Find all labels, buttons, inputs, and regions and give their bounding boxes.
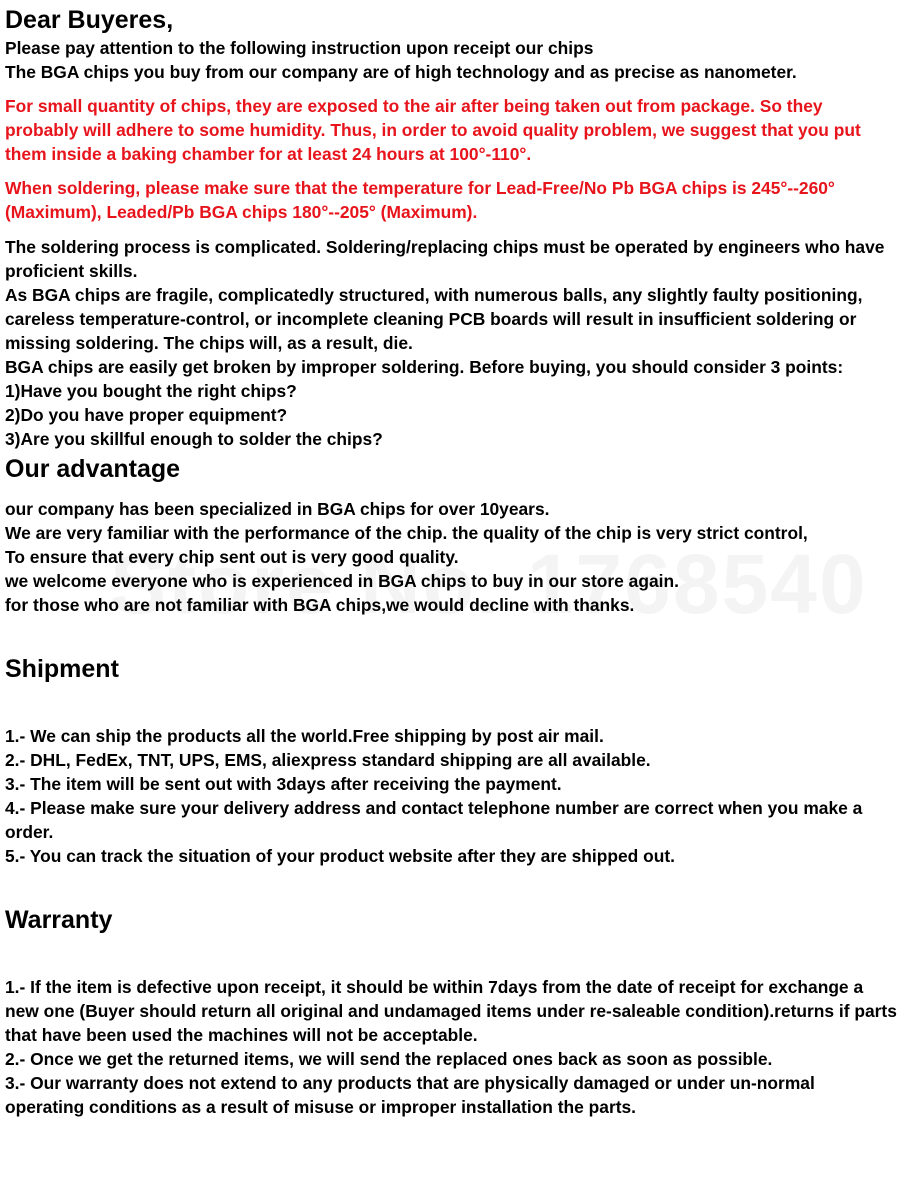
process-paragraph-3: BGA chips are easily get broken by improper soldering. Before buying, you should consider 3 points: <box>5 357 844 377</box>
shipment-item: 2.- DHL, FedEx, TNT, UPS, EMS, aliexpress standard shipping are all available. <box>5 750 651 770</box>
shipment-item: 1.- We can ship the products all the world.Free shipping by post air mail. <box>5 726 604 746</box>
advantage-line: We are very familiar with the performance of the chip. the quality of the chip is very strict control, <box>5 523 808 543</box>
notice-document <box>5 4 897 1119</box>
humidity-warning: For small quantity of chips, they are exposed to the air after being taken out from package. So they probably will adhere to some humidity. Thus, in order to avoid quality problem, we suggest that you put them inside a baking chamber for at least 24 hours at 100°-110°. <box>5 96 861 164</box>
process-point: 3)Are you skillful enough to solder the chips? <box>5 429 383 449</box>
advantage-line: we welcome everyone who is experienced in BGA chips to buy in our store again. <box>5 571 679 591</box>
process-point: 2)Do you have proper equipment? <box>5 405 288 425</box>
shipment-item: 3.- The item will be sent out with 3days after receiving the payment. <box>5 774 562 794</box>
process-paragraph-2: As BGA chips are fragile, complicatedly structured, with numerous balls, any slightly faulty positioning, careless temperature-control, or incomplete cleaning PCB boards will result in insufficient soldering or missing soldering. The chips will, as a result, die. <box>5 285 863 353</box>
advantage-line: To ensure that every chip sent out is very good quality. <box>5 547 459 567</box>
advantage-line: for those who are not familiar with BGA chips,we would decline with thanks. <box>5 595 635 615</box>
shipment-title: Shipment <box>5 655 119 683</box>
greeting-title: Dear Buyeres, <box>5 6 174 34</box>
shipment-item: 5.- You can track the situation of your product website after they are shipped out. <box>5 846 675 866</box>
advantage-title: Our advantage <box>5 455 181 483</box>
warranty-title: Warranty <box>5 906 113 934</box>
process-point: 1)Have you bought the right chips? <box>5 381 297 401</box>
greeting-line-2: The BGA chips you buy from our company are of high technology and as precise as nanometer. <box>5 62 797 82</box>
warranty-item: 1.- If the item is defective upon receipt, it should be within 7days from the date of receipt for exchange a new one (Buyer should return all original and undamaged items under re-saleable condition).returns if parts that have been used the machines will not be acceptable. <box>5 977 897 1045</box>
process-paragraph-1: The soldering process is complicated. Soldering/replacing chips must be operated by engineers who have proficient skills. <box>5 237 885 281</box>
advantage-line: our company has been specialized in BGA chips for over 10years. <box>5 499 550 519</box>
soldering-temperature-warning: When soldering, please make sure that the temperature for Lead-Free/No Pb BGA chips is 245°--260° (Maximum), Leaded/Pb BGA chips 180°--205° (Maximum). <box>5 178 835 222</box>
warranty-item: 3.- Our warranty does not extend to any products that are physically damaged or under un-normal operating conditions as a result of misuse or improper installation the parts. <box>5 1073 815 1117</box>
greeting-line-1: Please pay attention to the following instruction upon receipt our chips <box>5 38 594 58</box>
warranty-item: 2.- Once we get the returned items, we will send the replaced ones back as soon as possible. <box>5 1049 773 1069</box>
shipment-item: 4.- Please make sure your delivery address and contact telephone number are correct when you make a order. <box>5 798 863 842</box>
